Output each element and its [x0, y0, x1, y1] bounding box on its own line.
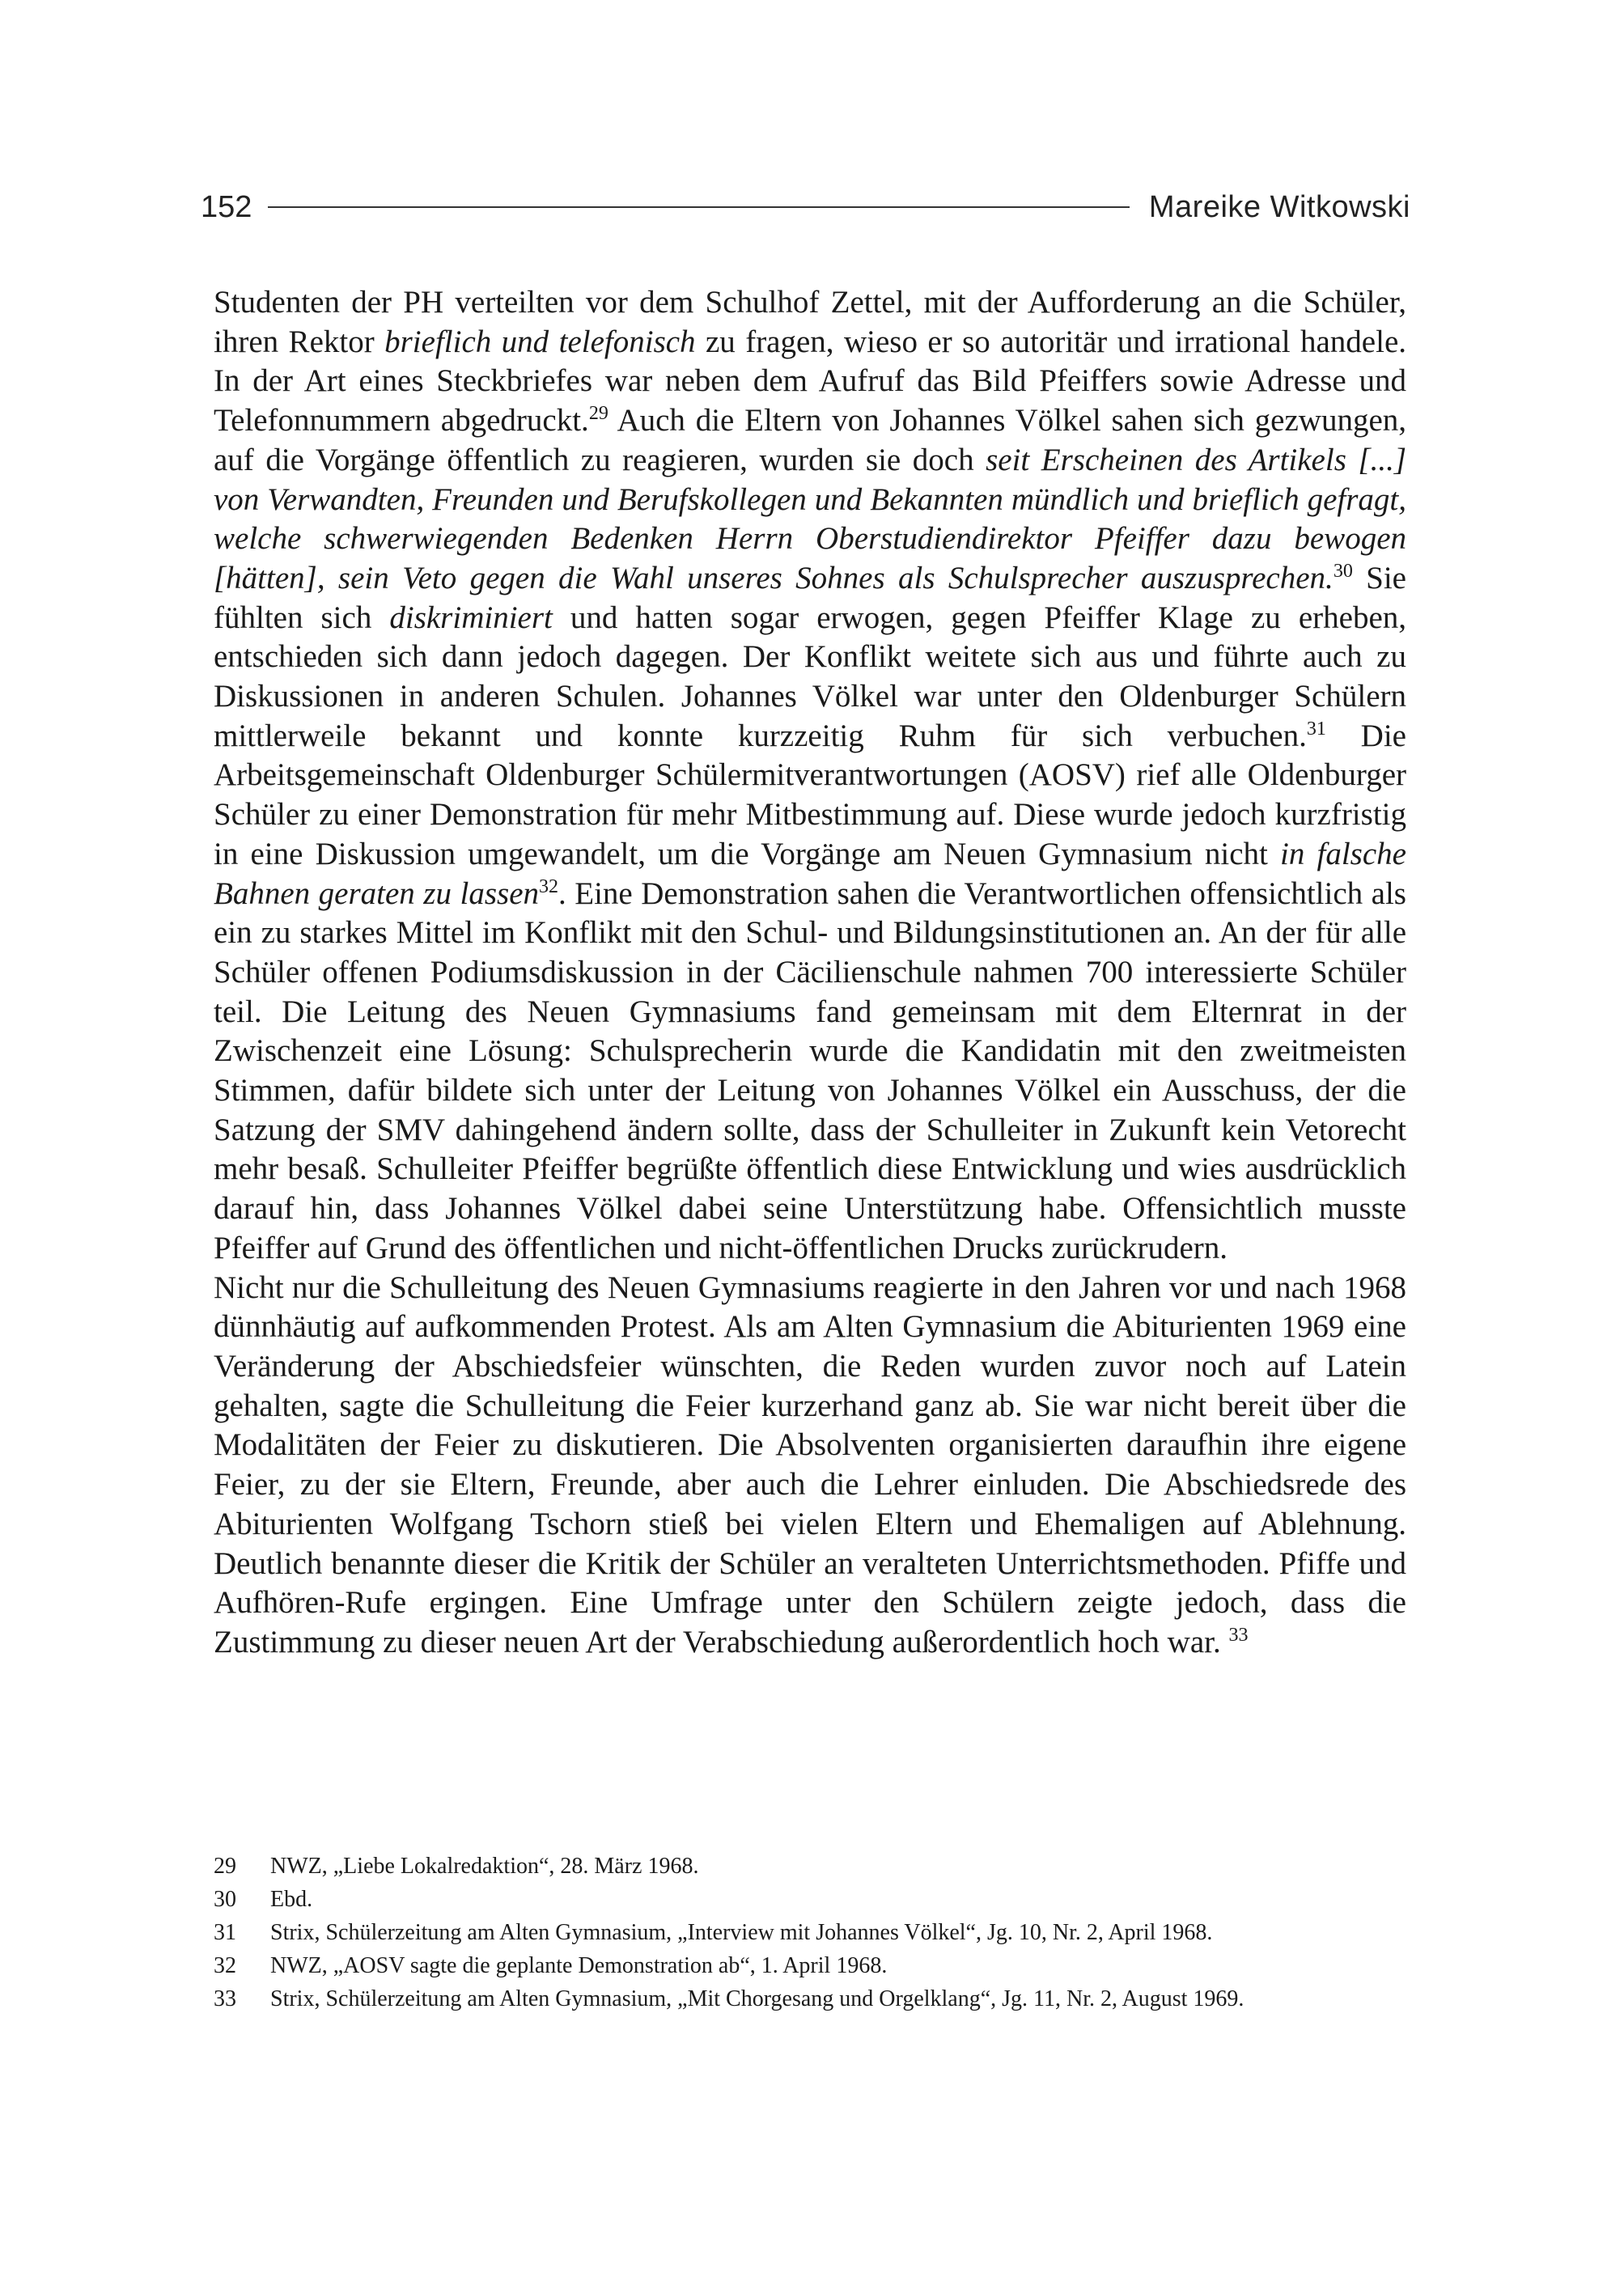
footnote-number: 30: [214, 1887, 236, 1912]
footnote-text: Strix, Schülerzeitung am Alten Gymnasium, „Mit Chorgesang und Orgelklang“, Jg. 11, Nr. 2, August 1969.: [270, 1986, 1245, 2011]
italic-quote: in falsche Bahnen geraten zu lassen: [214, 836, 1406, 911]
body-text: [214, 283, 1406, 1663]
footnote-text: Strix, Schülerzeitung am Alten Gymnasium, „Interview mit Johannes Völkel“, Jg. 10, Nr. 2, April 1968.: [270, 1920, 1213, 1945]
text-span: Nicht nur die Schulleitung des Neuen Gymnasiums reagierte in den Jahren vor und nach 1968 dünnhäutig auf aufkommenden Protest. Als am Alten Gymnasium die Abiturienten 1969 eine Veränderung der Abschiedsfeier wünschten, die Reden wurden zuvor noch auf Latein gehalten, sagte die Schulleitung die Feier kurzerhand ganz ab. Sie war nicht bereit über die Modalitäten der Feier zu diskutieren. Die Absolventen organisierten daraufhin ihre eigene Feier, zu der sie Eltern, Freunde, aber auch die Lehrer einluden. Die Abschiedsrede des Abiturienten Wolfgang Tschorn stieß bei vielen Eltern und Ehemaligen auf Ablehnung. Deutlich benannte dieser die Kritik der Schüler an veralteten Unterrichtsmethoden. Pfiffe und Aufhören-Rufe ergingen. Eine Umfrage unter den Schülern zeigte jedoch, dass die Zustimmung zu dieser neuen Art der Verabschiedung außerordentlich hoch war.: [214, 1269, 1406, 1659]
paragraph-2: [214, 1269, 1406, 1663]
text-span: Auch die Eltern von Johannes Völkel sahen sich gezwungen, auf die Vorgänge öffentlich zu reagieren, wurden sie doch: [214, 403, 1407, 477]
text-span: Sie fühlten sich: [214, 560, 1406, 635]
footnotes: [214, 1853, 1406, 2019]
footnote: [214, 1853, 1406, 1880]
footnote-text: Ebd.: [270, 1887, 313, 1912]
footnote: [214, 1986, 1406, 2012]
footnote-text: NWZ, „AOSV sagte die geplante Demonstration ab“, 1. April 1968.: [270, 1953, 888, 1978]
text-span: . Eine Demonstration sahen die Verantwortlichen offensichtlich als ein zu starkes Mittel im Konflikt mit den Schul- und Bildungsinstitutionen an. An der für alle Schüler offenen Podiumsdiskussion in der Cäcilienschule nahmen 700 interessierte Schüler teil. Die Leitung des Neuen Gymnasiums fand gemeinsam mit dem Elternrat in der Zwischenzeit eine Lösung: Schulsprecherin wurde die Kandidatin mit den zweitmeisten Stimmen, dafür bildete sich unter der Leitung von Johannes Völkel ein Ausschuss, der die Satzung der SMV dahingehend ändern sollte, dass der Schulleiter in Zukunft kein Vetorecht mehr besaß. Schulleiter Pfeiffer begrüßte öffentlich diese Entwicklung und wies ausdrücklich darauf hin, dass Johannes Völkel dabei seine Unterstützung habe. Offensichtlich musste Pfeiffer auf Grund des öffentlichen und nicht-öffentlichen Drucks zurückrudern.: [214, 875, 1406, 1265]
footnote: [214, 1952, 1406, 1979]
footnote: [214, 1919, 1406, 1946]
footnote-ref-31[interactable]: 31: [1306, 718, 1326, 740]
running-header-author: Mareike Witkowski: [1148, 189, 1410, 224]
running-header: [201, 183, 1410, 231]
footnote-ref-33[interactable]: 33: [1228, 1624, 1249, 1646]
footnote: [214, 1886, 1406, 1913]
page-number: 152: [201, 189, 252, 224]
footnote-number: 29: [214, 1854, 236, 1879]
footnote-ref-29[interactable]: 29: [588, 403, 608, 425]
footnote-ref-32[interactable]: 32: [539, 875, 558, 897]
footnote-ref-30[interactable]: 30: [1333, 560, 1353, 582]
footnote-number: 33: [214, 1986, 236, 2011]
italic-quote: brieflich und telefonisch: [384, 324, 696, 359]
text-span: Studenten der PH verteilten vor dem Schulhof Zettel, mit der Aufforderung an die Schüler, ihren Rektor: [214, 285, 1406, 359]
italic-quote: seit Erscheinen des Artikels [...] von Verwandten, Freunden und Berufskollegen und Bekannten mündlich und brieflich gefragt, welche schwerwiegenden Bedenken Herrn Oberstudiendirektor Pfeiffer dazu bewogen [hätten], sein Veto gegen die Wahl unseres Sohnes als Schulsprecher auszusprechen.: [214, 442, 1406, 596]
text-span: und hatten sogar erwogen, gegen Pfeiffer Klage zu erheben, entschieden sich dann jedoch dagegen. Der Konflikt weitete sich aus und führte auch zu Diskussionen in anderen Schulen. Johannes Völkel war unter den Oldenburger Schülern mittlerweile bekannt und konnte kurzzeitig Ruhm für sich verbuchen.: [214, 600, 1406, 753]
text-span: Die Arbeitsgemeinschaft Oldenburger Schülermitverantwortungen (AOSV) rief alle Oldenburger Schüler zu einer Demonstration für mehr Mitbestimmung auf. Diese wurde jedoch kurzfristig in eine Diskussion umgewandelt, um die Vorgänge am Neuen Gymnasium nicht: [214, 718, 1406, 871]
footnote-text: NWZ, „Liebe Lokalredaktion“, 28. März 1968.: [270, 1854, 699, 1879]
header-rule: [268, 206, 1129, 208]
italic-quote: diskriminiert: [389, 600, 553, 635]
paragraph-1: [214, 283, 1406, 1269]
text-span: zu fragen, wieso er so autoritär und irrational handele. In der Art eines Steckbriefes war neben dem Aufruf das Bild Pfeiffers sowie Adresse und Telefonnummern abgedruckt.: [214, 324, 1407, 439]
footnote-number: 31: [214, 1920, 236, 1945]
footnote-number: 32: [214, 1953, 236, 1978]
